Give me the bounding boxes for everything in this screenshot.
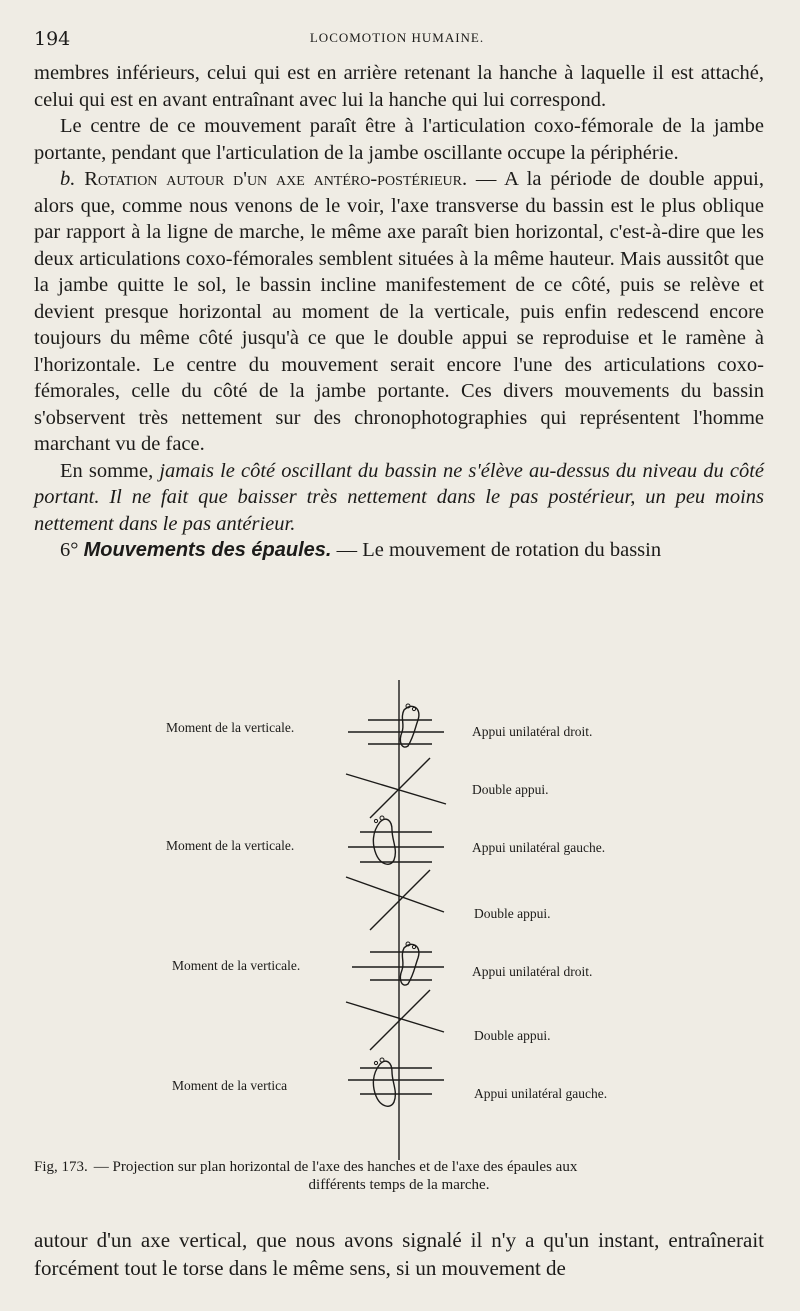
hip-axis-oblique — [346, 877, 444, 912]
page-header — [34, 28, 760, 52]
figure-drawing — [0, 672, 800, 1162]
paragraph-3-text: — A la période de double appui, alors que, comme nous venons de le voir, l'axe transverse du bassin est le plus oblique par rapport à la ligne de marche, le même axe paraît bien horizontal, c'est-à-dire que les deux articulations coxo-fémorales semblent situées à la même hauteur. Mais aussitôt que la jambe quitte le sol, le bassin incline manifestement de ce côté, puis se relève et devient presque horizontal au moment de la verticale, puis enfin redescend encore toujours du même côté jusqu'à ce que le double appui se reproduise et le ramène à l'horizontale. Le centre du mouvement serait encore l'une des articulations coxo-fémorales, celle du côté de la jambe portante. Ces divers mouvements du bassin s'observent très nettement sur des chronophotographies qui représentent l'homme marchant vu de face. — [34, 168, 765, 455]
toe-mark — [374, 1061, 377, 1064]
shoulder-axis-oblique — [370, 870, 430, 930]
toe-mark — [412, 707, 415, 710]
label-appui-gauche: Appui unilatéral gauche. — [474, 1086, 608, 1101]
hip-axis-oblique — [346, 1002, 444, 1032]
paragraph-6: autour d'un axe vertical, que nous avons signalé il n'y a qu'un instant, entraînerait forcément tout le torse dans le même sens, si un mouvement de — [34, 1228, 764, 1280]
footprint — [400, 706, 419, 747]
label-double-appui: Double appui. — [474, 1028, 551, 1043]
shoulder-axis-oblique — [370, 758, 430, 818]
label-appui-droit: Appui unilatéral droit. — [472, 964, 593, 979]
label-double-appui: Double appui. — [474, 906, 551, 921]
figure-number: Fig, 173. — [34, 1159, 88, 1175]
shoulder-axis-oblique — [370, 990, 430, 1050]
paragraph-4-emphasis: jamais le côté oscillant du bassin ne s'élève au-dessus du niveau du côté portant. Il ne fait que baisser très nettement dans le pas postérieur, un peu moins nettement dans le pas antérieur. — [34, 459, 764, 535]
footprint — [400, 944, 419, 985]
label-moment-verticale: Moment de la verticale. — [166, 838, 295, 853]
running-title: LOCOMOTION HUMAINE. — [309, 30, 485, 45]
body-text-continued — [34, 1226, 764, 1282]
paragraph-2: Le centre de ce mouvement paraît être à l'articulation coxo-fémorale de la jambe portante, pendant que l'articulation de la jambe oscillante occupe la périphérie. — [34, 115, 764, 164]
figure-caption — [34, 1158, 764, 1194]
figure-173 — [0, 672, 800, 1162]
paragraph-4 — [34, 458, 764, 538]
paragraph-4-lead: En somme, — [60, 459, 160, 482]
paragraph-5-text: — Le mouvement de rotation du bassin — [331, 539, 662, 561]
toe-mark — [412, 945, 415, 948]
label-appui-droit: Appui unilatéral droit. — [472, 724, 593, 739]
body-text — [34, 60, 764, 564]
section-heading: Rotation autour d'un axe antéro-postérieur. — [84, 168, 468, 190]
caption-line-1: — Projection sur plan horizontal de l'axe des hanches et de l'axe des épaules aux — [93, 1159, 578, 1175]
toe-mark — [374, 819, 377, 822]
paragraph-3 — [34, 166, 764, 458]
section-heading-shoulders: Mouvements des épaules. — [83, 539, 332, 561]
label-double-appui: Double appui. — [472, 782, 549, 797]
section-number: 6° — [60, 539, 84, 561]
label-moment-verticale: Moment de la verticale. — [166, 720, 295, 735]
footprint — [373, 819, 395, 864]
hip-axis-oblique — [346, 774, 446, 804]
section-letter: b. — [60, 168, 85, 190]
toe-mark — [380, 816, 384, 820]
label-moment-verticale: Moment de la verticale. — [172, 958, 301, 973]
label-moment-verticale: Moment de la vertica — [172, 1078, 288, 1093]
toe-mark — [380, 1058, 384, 1062]
label-appui-gauche: Appui unilatéral gauche. — [472, 840, 606, 855]
page-number: 194 — [34, 28, 71, 50]
caption-line-2: différents temps de la marche. — [308, 1177, 490, 1193]
paragraph-1: membres inférieurs, celui qui est en arrière retenant la hanche à laquelle il est attaché, celui qui est en avant entraînant avec lui la hanche qui lui correspond. — [34, 62, 764, 111]
paragraph-5 — [34, 537, 764, 564]
